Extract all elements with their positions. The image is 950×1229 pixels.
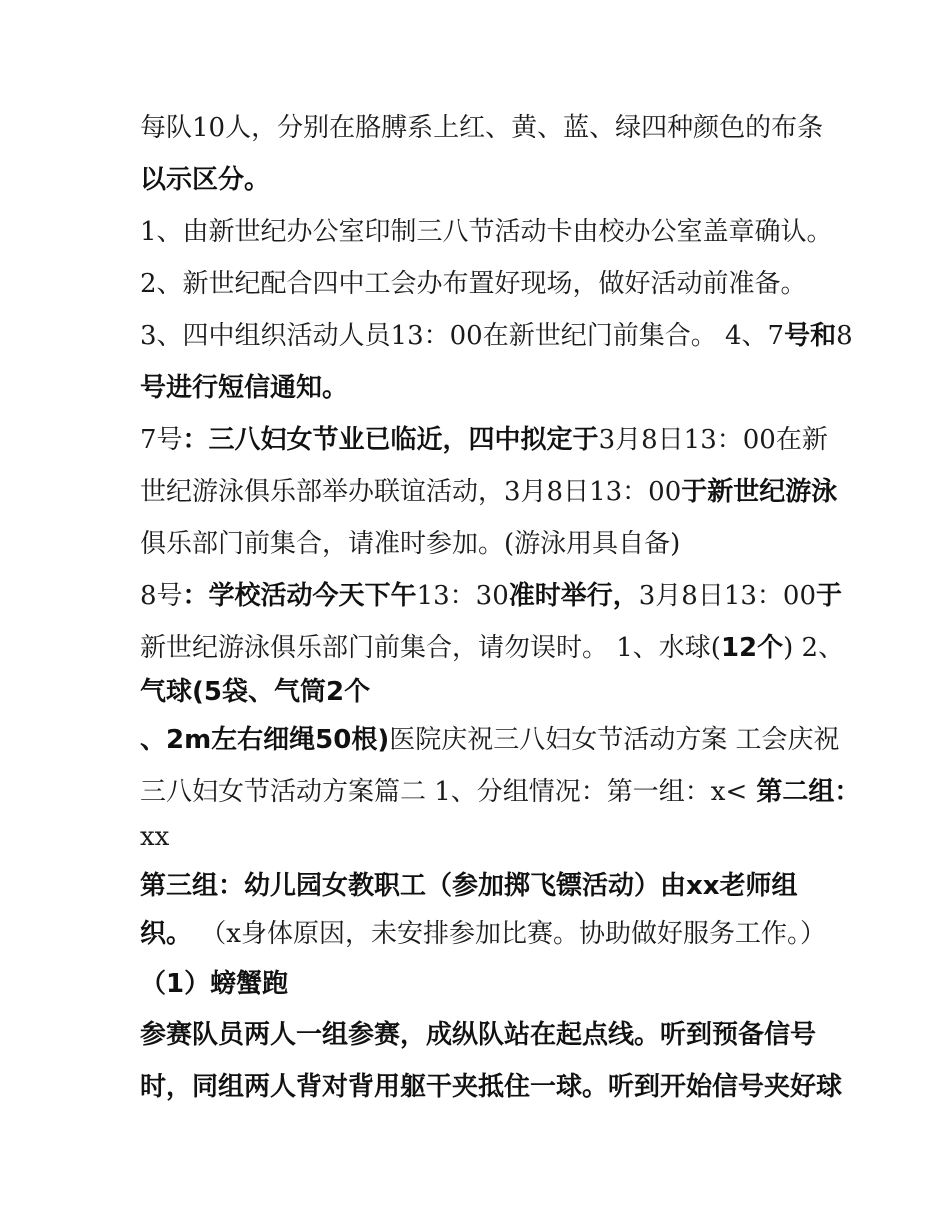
text-line	[140, 111, 823, 145]
text-segment: （1）螃蟹跑	[140, 969, 289, 999]
text-segment: xx	[140, 822, 170, 852]
text-segment: 7号	[140, 425, 183, 455]
text-segment: 8号	[140, 581, 183, 611]
text-line	[140, 675, 370, 709]
text-segment: （x身体原因，未安排参加比赛。协助做好服务工作。）	[192, 919, 826, 949]
text-line	[140, 820, 169, 854]
text-segment: 2、新世纪配合四中工会办布置好现场，做好活动前准备。	[140, 269, 807, 299]
text-line	[140, 967, 288, 1001]
text-segment: 号和	[784, 321, 837, 351]
text-line	[140, 475, 837, 509]
text-segment: 3、四中组织活动人员13：00在新世纪门前集合。 4、7	[140, 321, 785, 351]
text-segment: ：三八妇女节业已临近，四中拟定于	[182, 425, 599, 455]
text-segment: 准时举行，	[508, 581, 639, 611]
text-segment: 第三组：幼儿园女教职工（参加掷飞镖活动）由xx老师组	[140, 871, 798, 901]
text-segment: 世纪游泳俱乐部举办联谊活动，3月8日13：00	[140, 477, 682, 507]
text-segment: 、2m左右细绳50根)	[140, 725, 390, 755]
text-line	[140, 371, 348, 405]
text-segment: ：学校活动今天下午	[182, 581, 417, 611]
text-segment: 三八妇女节活动方案篇二 1、分组情况：第一组：x<	[140, 777, 748, 807]
text-segment: ) 2、	[783, 633, 845, 663]
text-line	[140, 1018, 816, 1052]
text-line	[140, 869, 798, 903]
text-line	[140, 215, 833, 249]
text-line	[140, 163, 270, 197]
text-segment: 1、由新世纪办公室印制三八节活动卡由校办公室盖章确认。	[140, 217, 833, 247]
text-segment: 每队10人，分别在胳膊系上红、黄、蓝、绿四种颜色的布条	[140, 113, 824, 143]
text-segment: 时，同组两人背对背用躯干夹抵住一球。听到开始信号夹好球	[140, 1072, 843, 1102]
text-line	[140, 775, 860, 809]
text-segment: 3月8日13：00	[638, 581, 817, 611]
text-segment: 气球(5袋、气筒2个	[140, 677, 371, 707]
text-line	[140, 527, 680, 561]
text-segment: 织。	[140, 919, 193, 949]
text-segment: 参赛队员两人一组参赛，成纵队站在起点线。听到预备信号	[140, 1020, 817, 1050]
text-segment: 13：30	[416, 581, 509, 611]
text-line	[140, 631, 844, 665]
text-line	[140, 723, 840, 757]
text-segment: 于	[816, 581, 843, 611]
text-segment: 3月8日13：00在新	[598, 425, 828, 455]
text-segment: 第二组：	[747, 777, 861, 807]
text-segment: 于新世纪游泳	[681, 477, 838, 507]
text-line	[140, 1070, 842, 1104]
text-line	[140, 319, 853, 353]
text-line	[140, 267, 807, 301]
text-segment: 以示区分。	[140, 165, 271, 195]
text-segment: 医院庆祝三八妇女节活动方案 工会庆祝	[389, 725, 840, 755]
text-segment: 8	[836, 321, 853, 351]
text-line	[140, 423, 828, 457]
text-segment: 12个	[720, 633, 784, 663]
text-segment: 号进行短信通知。	[140, 373, 349, 403]
text-line	[140, 579, 842, 613]
text-segment: 新世纪游泳俱乐部门前集合，请勿误时。 1、水球(	[140, 633, 721, 663]
text-segment: 俱乐部门前集合，请准时参加。(游泳用具自备)	[140, 529, 681, 559]
text-line	[140, 917, 826, 951]
